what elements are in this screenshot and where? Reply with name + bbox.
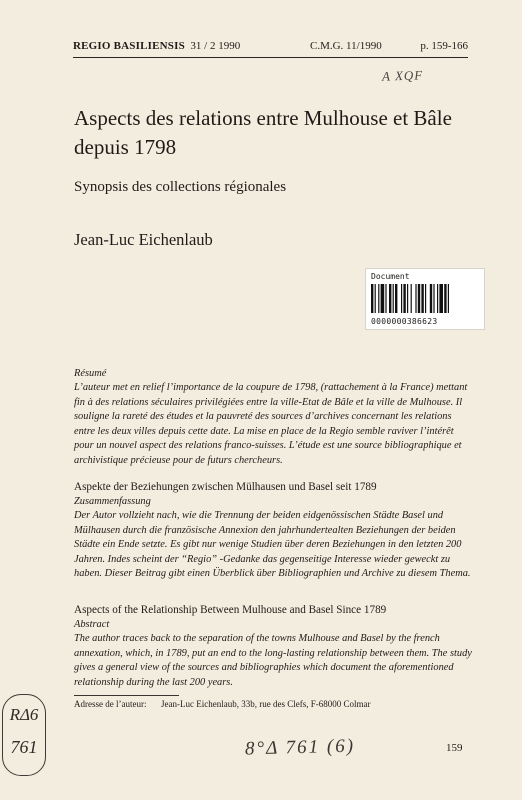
stamp-line-1: RΔ6 bbox=[9, 705, 39, 724]
handwritten-shelfmark-bottom: 8°Δ 761 (6) bbox=[244, 735, 356, 760]
article-subtitle: Synopsis des collections régionales bbox=[74, 179, 287, 195]
german-heading: Aspekte der Beziehungen zwischen Mülhausen und Basel seit 1789 bbox=[74, 481, 377, 493]
english-heading: Aspects of the Relationship Between Mulhouse and Basel Since 1789 bbox=[74, 604, 387, 616]
german-label: Zusammenfassung bbox=[74, 496, 151, 507]
address-value: Jean-Luc Eichenlaub, 33b, rue des Clefs, F-68000 Colmar bbox=[161, 699, 371, 709]
cmg-reference: C.M.G. 11/1990 bbox=[310, 40, 382, 52]
resume-label: Résumé bbox=[74, 368, 107, 379]
handwritten-stamp bbox=[2, 694, 46, 776]
handwritten-shelfmark-top: A XQF bbox=[381, 67, 424, 84]
article-title: Aspects des relations entre Mulhouse et Bâle depuis 1798 bbox=[74, 106, 452, 159]
page-range: p. 159-166 bbox=[420, 40, 468, 52]
header-rule bbox=[73, 57, 468, 58]
barcode-icon bbox=[371, 284, 479, 313]
german-body: Der Autor vollzieht nach, wie die Trennung der beiden eidgenössischen Städte Basel und Mülhausen durch die französische Annexion den jahrhundertealten Beziehungen der beiden Städte ein Ende setzte. Es gibt nur wenige Studien über deren Beziehungen in den letzten 200 Jahren. Indes scheint der “Regio” -Gedanke das gegenseitige Interesse wieder geweckt zu haben. Dieser Beitrag gibt einen Überblick über Bibliographien und Archive zu diesem Thema. bbox=[74, 510, 471, 579]
english-label: Abstract bbox=[74, 619, 110, 630]
page-number: 159 bbox=[446, 742, 463, 754]
sticker-label: Document bbox=[371, 272, 410, 281]
journal-name: REGIO BASILIENSIS 31 / 2 1990 bbox=[73, 40, 241, 52]
resume-body: L’auteur met en relief l’importance de la coupure de 1798, (rattachement à la France) mettant fin à des relations séculaires privilégiées entre la ville-Etat de Bâle et la ville de Mulhouse. Il souligne la rareté des études et la pauvreté des sources d’archives concernant les relations entre les deux villes depuis cette date. La mise en place de la Regio semble raviver l’intérêt pour un nouvel aspect des relations franco-suisses. L’étude est une source bibliographique et archivistique précieuse pour de futurs chercheurs. bbox=[74, 382, 468, 466]
barcode-sticker bbox=[365, 268, 485, 330]
address-label: Adresse de l’auteur: bbox=[74, 699, 147, 709]
sticker-number: 0000000386623 bbox=[371, 317, 438, 326]
article-author: Jean-Luc Eichenlaub bbox=[74, 230, 213, 249]
running-header bbox=[73, 40, 468, 56]
address-rule bbox=[74, 695, 179, 696]
english-body: The author traces back to the separation of the towns Mulhouse and Basel by the french annexation, which, in 1789, put an end to the long-lasting relationship between them. The study gives a general view of the sources and bibliographies which document the aforementioned relationship during the last 200 years. bbox=[74, 633, 472, 688]
issue-number: 31 / 2 1990 bbox=[190, 40, 241, 52]
stamp-line-2: 761 bbox=[10, 737, 38, 757]
author-address bbox=[74, 699, 371, 709]
